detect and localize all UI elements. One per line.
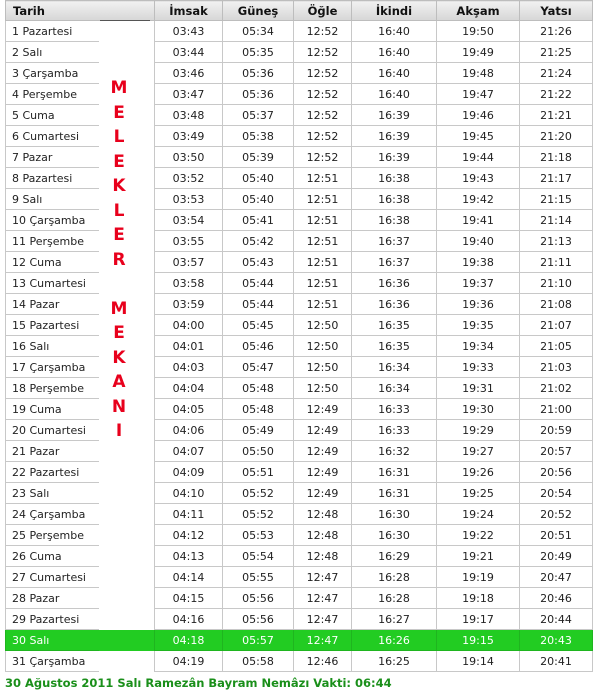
date-cell: 15 Pazartesi bbox=[6, 315, 99, 336]
table-header-row bbox=[6, 1, 593, 21]
header-ikindi: İkindi bbox=[352, 1, 437, 21]
time-cell: 19:17 bbox=[437, 609, 520, 630]
time-cell: 04:06 bbox=[155, 420, 223, 441]
time-cell: 20:52 bbox=[520, 504, 593, 525]
time-cell: 04:11 bbox=[155, 504, 223, 525]
time-cell: 19:41 bbox=[437, 210, 520, 231]
date-cell: 29 Pazartesi bbox=[6, 609, 99, 630]
date-cell: 27 Cumartesi bbox=[6, 567, 99, 588]
overlay-gap-cell bbox=[99, 630, 155, 651]
time-cell: 21:10 bbox=[520, 273, 593, 294]
time-cell: 05:36 bbox=[223, 84, 294, 105]
time-cell: 12:51 bbox=[294, 252, 352, 273]
time-cell: 03:43 bbox=[155, 21, 223, 42]
time-cell: 05:55 bbox=[223, 567, 294, 588]
overlay-gap-cell bbox=[99, 651, 155, 672]
time-cell: 05:56 bbox=[223, 588, 294, 609]
time-cell: 12:51 bbox=[294, 210, 352, 231]
time-cell: 12:52 bbox=[294, 84, 352, 105]
time-cell: 12:49 bbox=[294, 483, 352, 504]
table-row bbox=[6, 609, 593, 630]
time-cell: 05:48 bbox=[223, 399, 294, 420]
time-cell: 21:21 bbox=[520, 105, 593, 126]
time-cell: 19:25 bbox=[437, 483, 520, 504]
table-row bbox=[6, 105, 593, 126]
time-cell: 19:35 bbox=[437, 315, 520, 336]
time-cell: 05:46 bbox=[223, 336, 294, 357]
table-row bbox=[6, 21, 593, 42]
overlay-letter: L bbox=[113, 200, 125, 221]
time-cell: 16:28 bbox=[352, 588, 437, 609]
time-cell: 05:57 bbox=[223, 630, 294, 651]
table-row bbox=[6, 567, 593, 588]
time-cell: 12:49 bbox=[294, 462, 352, 483]
date-cell: 21 Pazar bbox=[6, 441, 99, 462]
overlay-letter: M bbox=[110, 298, 128, 319]
footer-bayram-note: 30 Ağustos 2011 Salı Ramezân Bayram Nemâzı Vakti: 06:44 bbox=[5, 676, 392, 690]
time-cell: 12:52 bbox=[294, 63, 352, 84]
time-cell: 05:49 bbox=[223, 420, 294, 441]
prayer-timetable bbox=[5, 0, 593, 672]
table-row bbox=[6, 63, 593, 84]
time-cell: 03:44 bbox=[155, 42, 223, 63]
time-cell: 05:50 bbox=[223, 441, 294, 462]
time-cell: 19:24 bbox=[437, 504, 520, 525]
time-cell: 19:40 bbox=[437, 231, 520, 252]
time-cell: 16:28 bbox=[352, 567, 437, 588]
date-cell: 17 Çarşamba bbox=[6, 357, 99, 378]
time-cell: 19:33 bbox=[437, 357, 520, 378]
time-cell: 16:40 bbox=[352, 84, 437, 105]
time-cell: 20:54 bbox=[520, 483, 593, 504]
time-cell: 21:05 bbox=[520, 336, 593, 357]
time-cell: 12:52 bbox=[294, 105, 352, 126]
overlay-letter: R bbox=[112, 249, 126, 270]
table-row bbox=[6, 231, 593, 252]
time-cell: 04:03 bbox=[155, 357, 223, 378]
table-row bbox=[6, 357, 593, 378]
time-cell: 16:36 bbox=[352, 273, 437, 294]
overlay-gap-cell bbox=[99, 462, 155, 483]
time-cell: 03:52 bbox=[155, 168, 223, 189]
overlay-letter: M bbox=[110, 78, 128, 98]
time-cell: 16:40 bbox=[352, 63, 437, 84]
date-cell: 3 Çarşamba bbox=[6, 63, 99, 84]
time-cell: 21:02 bbox=[520, 378, 593, 399]
table-row bbox=[6, 273, 593, 294]
overlay-letter: L bbox=[113, 127, 125, 147]
date-cell: 22 Pazartesi bbox=[6, 462, 99, 483]
header-yatsi: Yatsı bbox=[520, 1, 593, 21]
time-cell: 12:49 bbox=[294, 441, 352, 462]
time-cell: 12:51 bbox=[294, 294, 352, 315]
time-cell: 19:18 bbox=[437, 588, 520, 609]
overlay-gap-cell bbox=[99, 42, 155, 63]
overlay-letter: E bbox=[113, 225, 125, 245]
overlay-letter: A bbox=[112, 372, 126, 392]
date-cell: 9 Salı bbox=[6, 189, 99, 210]
time-cell: 20:44 bbox=[520, 609, 593, 630]
time-cell: 19:44 bbox=[437, 147, 520, 168]
overlay-gap-cell bbox=[99, 504, 155, 525]
date-cell: 8 Pazartesi bbox=[6, 168, 99, 189]
date-cell: 24 Çarşamba bbox=[6, 504, 99, 525]
time-cell: 19:38 bbox=[437, 252, 520, 273]
time-cell: 04:00 bbox=[155, 315, 223, 336]
overlay-gap-cell bbox=[99, 609, 155, 630]
date-cell: 11 Perşembe bbox=[6, 231, 99, 252]
time-cell: 12:48 bbox=[294, 546, 352, 567]
time-cell: 05:56 bbox=[223, 609, 294, 630]
overlay-letter: E bbox=[113, 323, 125, 343]
time-cell: 03:48 bbox=[155, 105, 223, 126]
time-cell: 19:27 bbox=[437, 441, 520, 462]
time-cell: 03:59 bbox=[155, 294, 223, 315]
date-cell: 12 Cuma bbox=[6, 252, 99, 273]
date-cell: 2 Salı bbox=[6, 42, 99, 63]
time-cell: 12:52 bbox=[294, 147, 352, 168]
time-cell: 21:25 bbox=[520, 42, 593, 63]
time-cell: 04:10 bbox=[155, 483, 223, 504]
time-cell: 20:46 bbox=[520, 588, 593, 609]
time-cell: 05:44 bbox=[223, 294, 294, 315]
time-cell: 12:51 bbox=[294, 168, 352, 189]
time-cell: 05:43 bbox=[223, 252, 294, 273]
date-cell: 26 Cuma bbox=[6, 546, 99, 567]
time-cell: 19:46 bbox=[437, 105, 520, 126]
time-cell: 16:40 bbox=[352, 21, 437, 42]
time-cell: 19:47 bbox=[437, 84, 520, 105]
time-cell: 05:52 bbox=[223, 504, 294, 525]
date-cell: 18 Perşembe bbox=[6, 378, 99, 399]
time-cell: 05:53 bbox=[223, 525, 294, 546]
time-cell: 04:01 bbox=[155, 336, 223, 357]
date-cell: 19 Cuma bbox=[6, 399, 99, 420]
overlay-letter: E bbox=[113, 151, 125, 172]
time-cell: 05:58 bbox=[223, 651, 294, 672]
time-cell: 20:57 bbox=[520, 441, 593, 462]
date-cell: 5 Cuma bbox=[6, 105, 99, 126]
time-cell: 16:38 bbox=[352, 210, 437, 231]
table-row bbox=[6, 483, 593, 504]
time-cell: 21:20 bbox=[520, 126, 593, 147]
time-cell: 16:37 bbox=[352, 252, 437, 273]
time-cell: 21:13 bbox=[520, 231, 593, 252]
time-cell: 20:56 bbox=[520, 462, 593, 483]
time-cell: 19:34 bbox=[437, 336, 520, 357]
time-cell: 12:51 bbox=[294, 231, 352, 252]
time-cell: 04:16 bbox=[155, 609, 223, 630]
table-row bbox=[6, 168, 593, 189]
overlay-gap-cell bbox=[99, 525, 155, 546]
overlay-letter: K bbox=[112, 347, 126, 368]
overlay-letter bbox=[107, 276, 131, 301]
time-cell: 16:34 bbox=[352, 378, 437, 399]
time-cell: 19:15 bbox=[437, 630, 520, 651]
table-row bbox=[6, 420, 593, 441]
time-cell: 03:54 bbox=[155, 210, 223, 231]
time-cell: 12:52 bbox=[294, 21, 352, 42]
time-cell: 05:36 bbox=[223, 63, 294, 84]
table-row bbox=[6, 546, 593, 567]
table-row bbox=[6, 336, 593, 357]
time-cell: 20:51 bbox=[520, 525, 593, 546]
time-cell: 05:48 bbox=[223, 378, 294, 399]
time-cell: 05:39 bbox=[223, 147, 294, 168]
time-cell: 05:35 bbox=[223, 42, 294, 63]
table-row bbox=[6, 210, 593, 231]
overlay-gap-cell bbox=[99, 21, 155, 42]
time-cell: 21:22 bbox=[520, 84, 593, 105]
time-cell: 21:15 bbox=[520, 189, 593, 210]
time-cell: 12:47 bbox=[294, 567, 352, 588]
header-underline bbox=[100, 20, 150, 21]
date-cell: 20 Cumartesi bbox=[6, 420, 99, 441]
time-cell: 04:07 bbox=[155, 441, 223, 462]
overlay-gap-cell bbox=[99, 567, 155, 588]
time-cell: 16:39 bbox=[352, 105, 437, 126]
time-cell: 03:55 bbox=[155, 231, 223, 252]
time-cell: 12:48 bbox=[294, 525, 352, 546]
time-cell: 19:31 bbox=[437, 378, 520, 399]
overlay-gap-cell bbox=[99, 483, 155, 504]
table-body bbox=[6, 21, 593, 672]
time-cell: 19:29 bbox=[437, 420, 520, 441]
time-cell: 04:09 bbox=[155, 462, 223, 483]
time-cell: 05:47 bbox=[223, 357, 294, 378]
time-cell: 04:15 bbox=[155, 588, 223, 609]
table-row bbox=[6, 42, 593, 63]
date-cell: 14 Pazar bbox=[6, 294, 99, 315]
date-cell: 16 Salı bbox=[6, 336, 99, 357]
time-cell: 16:30 bbox=[352, 525, 437, 546]
date-cell: 30 Salı bbox=[6, 630, 99, 651]
time-cell: 19:19 bbox=[437, 567, 520, 588]
time-cell: 12:46 bbox=[294, 651, 352, 672]
time-cell: 04:19 bbox=[155, 651, 223, 672]
time-cell: 05:40 bbox=[223, 189, 294, 210]
time-cell: 16:38 bbox=[352, 189, 437, 210]
time-cell: 16:27 bbox=[352, 609, 437, 630]
header-gunes: Güneş bbox=[223, 1, 294, 21]
table-row bbox=[6, 147, 593, 168]
time-cell: 05:34 bbox=[223, 21, 294, 42]
header-imsak: İmsak bbox=[155, 1, 223, 21]
time-cell: 19:49 bbox=[437, 42, 520, 63]
time-cell: 21:26 bbox=[520, 21, 593, 42]
time-cell: 05:41 bbox=[223, 210, 294, 231]
time-cell: 20:41 bbox=[520, 651, 593, 672]
time-cell: 21:00 bbox=[520, 399, 593, 420]
time-cell: 16:33 bbox=[352, 399, 437, 420]
time-cell: 20:47 bbox=[520, 567, 593, 588]
table-row bbox=[6, 252, 593, 273]
time-cell: 03:46 bbox=[155, 63, 223, 84]
table-row bbox=[6, 504, 593, 525]
time-cell: 04:12 bbox=[155, 525, 223, 546]
overlay-letter: I bbox=[115, 421, 123, 441]
time-cell: 04:18 bbox=[155, 630, 223, 651]
time-cell: 16:30 bbox=[352, 504, 437, 525]
time-cell: 16:35 bbox=[352, 315, 437, 336]
time-cell: 19:36 bbox=[437, 294, 520, 315]
time-cell: 12:47 bbox=[294, 630, 352, 651]
time-cell: 16:37 bbox=[352, 231, 437, 252]
time-cell: 05:51 bbox=[223, 462, 294, 483]
overlay-letter: E bbox=[113, 102, 125, 123]
time-cell: 12:50 bbox=[294, 357, 352, 378]
time-cell: 12:51 bbox=[294, 189, 352, 210]
table-row bbox=[6, 441, 593, 462]
date-cell: 6 Cumartesi bbox=[6, 126, 99, 147]
date-cell: 1 Pazartesi bbox=[6, 21, 99, 42]
time-cell: 12:50 bbox=[294, 336, 352, 357]
time-cell: 19:26 bbox=[437, 462, 520, 483]
vertical-overlay-text bbox=[107, 80, 131, 448]
time-cell: 19:14 bbox=[437, 651, 520, 672]
time-cell: 04:05 bbox=[155, 399, 223, 420]
time-cell: 21:17 bbox=[520, 168, 593, 189]
time-cell: 12:47 bbox=[294, 588, 352, 609]
time-cell: 19:42 bbox=[437, 189, 520, 210]
date-cell: 25 Perşembe bbox=[6, 525, 99, 546]
time-cell: 03:49 bbox=[155, 126, 223, 147]
time-cell: 03:57 bbox=[155, 252, 223, 273]
date-cell: 31 Çarşamba bbox=[6, 651, 99, 672]
time-cell: 16:39 bbox=[352, 147, 437, 168]
time-cell: 03:47 bbox=[155, 84, 223, 105]
header-ogle: Öğle bbox=[294, 1, 352, 21]
time-cell: 21:08 bbox=[520, 294, 593, 315]
time-cell: 12:52 bbox=[294, 126, 352, 147]
table-row bbox=[6, 630, 593, 651]
time-cell: 19:37 bbox=[437, 273, 520, 294]
time-cell: 20:43 bbox=[520, 630, 593, 651]
date-cell: 10 Çarşamba bbox=[6, 210, 99, 231]
date-cell: 4 Perşembe bbox=[6, 84, 99, 105]
time-cell: 04:14 bbox=[155, 567, 223, 588]
time-cell: 19:48 bbox=[437, 63, 520, 84]
time-cell: 05:45 bbox=[223, 315, 294, 336]
time-cell: 16:35 bbox=[352, 336, 437, 357]
date-cell: 28 Pazar bbox=[6, 588, 99, 609]
time-cell: 19:45 bbox=[437, 126, 520, 147]
time-cell: 20:59 bbox=[520, 420, 593, 441]
time-cell: 12:50 bbox=[294, 315, 352, 336]
time-cell: 21:14 bbox=[520, 210, 593, 231]
time-cell: 16:39 bbox=[352, 126, 437, 147]
time-cell: 16:31 bbox=[352, 462, 437, 483]
time-cell: 21:24 bbox=[520, 63, 593, 84]
time-cell: 03:50 bbox=[155, 147, 223, 168]
time-cell: 04:04 bbox=[155, 378, 223, 399]
time-cell: 12:48 bbox=[294, 504, 352, 525]
date-cell: 13 Cumartesi bbox=[6, 273, 99, 294]
time-cell: 16:26 bbox=[352, 630, 437, 651]
time-cell: 21:03 bbox=[520, 357, 593, 378]
header-aksam: Akşam bbox=[437, 1, 520, 21]
date-cell: 7 Pazar bbox=[6, 147, 99, 168]
table-row bbox=[6, 84, 593, 105]
header-tarih: Tarih bbox=[6, 1, 155, 21]
overlay-letter: K bbox=[112, 176, 126, 196]
table-row bbox=[6, 399, 593, 420]
time-cell: 16:38 bbox=[352, 168, 437, 189]
time-cell: 16:29 bbox=[352, 546, 437, 567]
time-cell: 19:30 bbox=[437, 399, 520, 420]
time-cell: 19:22 bbox=[437, 525, 520, 546]
time-cell: 05:52 bbox=[223, 483, 294, 504]
time-cell: 16:25 bbox=[352, 651, 437, 672]
table-row bbox=[6, 462, 593, 483]
time-cell: 12:51 bbox=[294, 273, 352, 294]
time-cell: 16:36 bbox=[352, 294, 437, 315]
overlay-letter: N bbox=[111, 396, 127, 417]
time-cell: 21:11 bbox=[520, 252, 593, 273]
time-cell: 19:21 bbox=[437, 546, 520, 567]
table-row bbox=[6, 525, 593, 546]
time-cell: 16:40 bbox=[352, 42, 437, 63]
table-row bbox=[6, 588, 593, 609]
table-row bbox=[6, 315, 593, 336]
table-row bbox=[6, 126, 593, 147]
overlay-gap-cell bbox=[99, 546, 155, 567]
table-row bbox=[6, 378, 593, 399]
prayer-timetable-container bbox=[5, 0, 592, 672]
time-cell: 12:50 bbox=[294, 378, 352, 399]
time-cell: 12:47 bbox=[294, 609, 352, 630]
time-cell: 05:44 bbox=[223, 273, 294, 294]
table-row bbox=[6, 294, 593, 315]
table-row bbox=[6, 651, 593, 672]
date-cell: 23 Salı bbox=[6, 483, 99, 504]
time-cell: 04:13 bbox=[155, 546, 223, 567]
time-cell: 05:40 bbox=[223, 168, 294, 189]
table-row bbox=[6, 189, 593, 210]
time-cell: 20:49 bbox=[520, 546, 593, 567]
overlay-gap-cell bbox=[99, 588, 155, 609]
time-cell: 19:43 bbox=[437, 168, 520, 189]
time-cell: 21:18 bbox=[520, 147, 593, 168]
time-cell: 16:32 bbox=[352, 441, 437, 462]
time-cell: 03:58 bbox=[155, 273, 223, 294]
time-cell: 05:37 bbox=[223, 105, 294, 126]
time-cell: 05:42 bbox=[223, 231, 294, 252]
time-cell: 12:49 bbox=[294, 399, 352, 420]
time-cell: 16:31 bbox=[352, 483, 437, 504]
time-cell: 21:07 bbox=[520, 315, 593, 336]
time-cell: 16:33 bbox=[352, 420, 437, 441]
time-cell: 19:50 bbox=[437, 21, 520, 42]
time-cell: 16:34 bbox=[352, 357, 437, 378]
time-cell: 05:38 bbox=[223, 126, 294, 147]
time-cell: 05:54 bbox=[223, 546, 294, 567]
time-cell: 12:49 bbox=[294, 420, 352, 441]
time-cell: 03:53 bbox=[155, 189, 223, 210]
time-cell: 12:52 bbox=[294, 42, 352, 63]
